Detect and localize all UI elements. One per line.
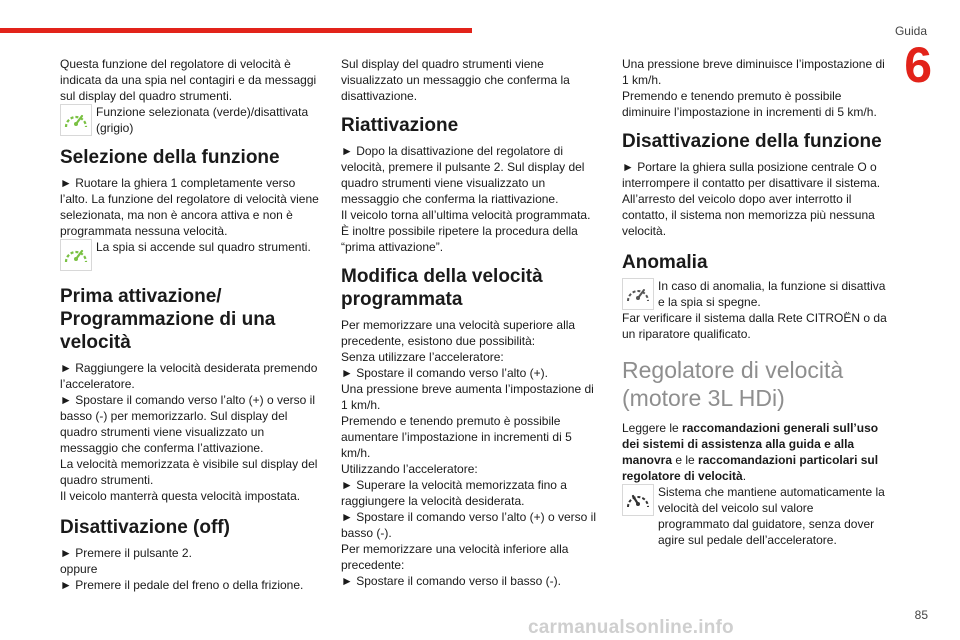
note-regolatore: [622, 484, 888, 548]
heading-regolatore: Regolatore di velocità (motore 3L HDi): [622, 357, 844, 411]
riattivazione-text: ► Dopo la disattivazione del regolatore di velocità, premere il pulsante 2. Sul display del quadro strumenti viene visualizzato un messaggio che conferma la riattivazione. Il veicolo torna all’ultima velocità programmata. È inoltre possibile ripetere la procedura della “prima attivazione”.: [341, 144, 591, 254]
header-accent-bar: [0, 28, 472, 33]
speed-limiter-grey-icon: [622, 278, 654, 310]
disattivazione-confirm: Sul display del quadro strumenti viene visualizzato un messaggio che conferma la disattivazione.: [341, 57, 570, 103]
note-warning-light: [60, 239, 322, 271]
heading-anomalia: Anomalia: [622, 252, 708, 273]
note-text: In caso di anomalia, la funzione si disattiva e la spia si spegne.: [658, 279, 886, 309]
section-title: Guida: [894, 24, 927, 38]
diminuzione-text: Una pressione breve diminuisce l’impostazione di 1 km/h. Premendo e tenendo premuto è possibile diminuire l’impostazione in incrementi di 5 km/h.: [622, 57, 885, 119]
note-anomalia: [622, 278, 888, 310]
regolatore-intro: Leggere le raccomandazioni generali sull’uso dei sistemi di assistenza alla guida e alla manovra e le raccomandazioni particolari sul regolatore di velocità.: [622, 421, 879, 483]
heading-disattivazione-off: Disattivazione (off): [60, 517, 230, 538]
heading-modifica: Modifica della velocità programmata: [341, 266, 543, 310]
heading-disattivazione-funzione: Disattivazione della funzione: [622, 131, 882, 152]
intro-paragraph: Questa funzione del regolatore di velocità è indicata da una spia nel contagiri e da messaggi sul display del quadro strumenti.: [60, 57, 317, 103]
note-text: La spia si accende sul quadro strumenti.: [96, 240, 311, 254]
chapter-number: 6: [904, 37, 932, 93]
disattivazione-text: ► Premere il pulsante 2. oppure ► Premere il pedale del freno o della frizione.: [60, 546, 304, 592]
watermark: carmanualsonline.info: [528, 617, 734, 638]
note-text: Funzione selezionata (verde)/disattivata (grigio): [96, 105, 309, 135]
page-number: 85: [914, 608, 928, 622]
cruise-control-icon: [622, 484, 654, 516]
note-text: Sistema che mantiene automaticamente la velocità del veicolo sul valore programmato dal guidatore, senza dover agire sul pedale dell’acceleratore.: [658, 485, 885, 547]
column-1: [60, 56, 322, 593]
anomalia-text: Far verificare il sistema dalla Rete CITROËN o da un riparatore qualificato.: [622, 311, 887, 341]
column-2: [341, 56, 603, 589]
speed-limiter-green-icon: [60, 104, 92, 136]
column-3: [622, 56, 888, 548]
heading-selezione: Selezione della funzione: [60, 147, 280, 168]
note-function-state: [60, 104, 322, 136]
selezione-text: ► Ruotare la ghiera 1 completamente verso l’alto. La funzione del regolatore di velocità viene selezionata, ma non è ancora attiva e non è programmata nessuna velocità.: [60, 176, 319, 238]
heading-riattivazione: Riattivazione: [341, 115, 459, 136]
speed-limiter-green-icon: [60, 239, 92, 271]
heading-prima-attivazione: Prima attivazione/ Programmazione di una velocità: [60, 286, 276, 353]
disattivazione-funzione-text: ► Portare la ghiera sulla posizione centrale O o interrompere il contatto per disattivare il sistema. All’arresto del veicolo dopo aver interrotto il contatto, il sistema non memorizza più nessuna velocità.: [622, 160, 881, 238]
modifica-text: Per memorizzare una velocità superiore alla precedente, esistono due possibilità: Senza utilizzare l’acceleratore: ► Spostare il comando verso l’alto (+). Una pressione breve aumenta l’impostazione di 1 km/h. Premendo e tenendo premuto è possibile aumentare l’impostazione in incrementi di 5 km/h. Utilizzando l’acceleratore: ► Superare la velocità memorizzata fino a raggiungere la velocità desiderata. ► Spostare il comando verso l’alto (+) o verso il basso (-). Per memorizzare una velocità inferiore alla precedente: ► Spostare il comando verso il basso (-).: [341, 318, 596, 588]
prima-attivazione-text: ► Raggiungere la velocità desiderata premendo l’acceleratore. ► Spostare il comando verso l’alto (+) o verso il basso (-) per memorizzarlo. Sul display del quadro strumenti viene visualizzato un messaggio che conferma l’attivazione. La velocità memorizzata è visibile sul display del quadro strumenti. Il veicolo manterrà questa velocità impostata.: [60, 361, 318, 503]
